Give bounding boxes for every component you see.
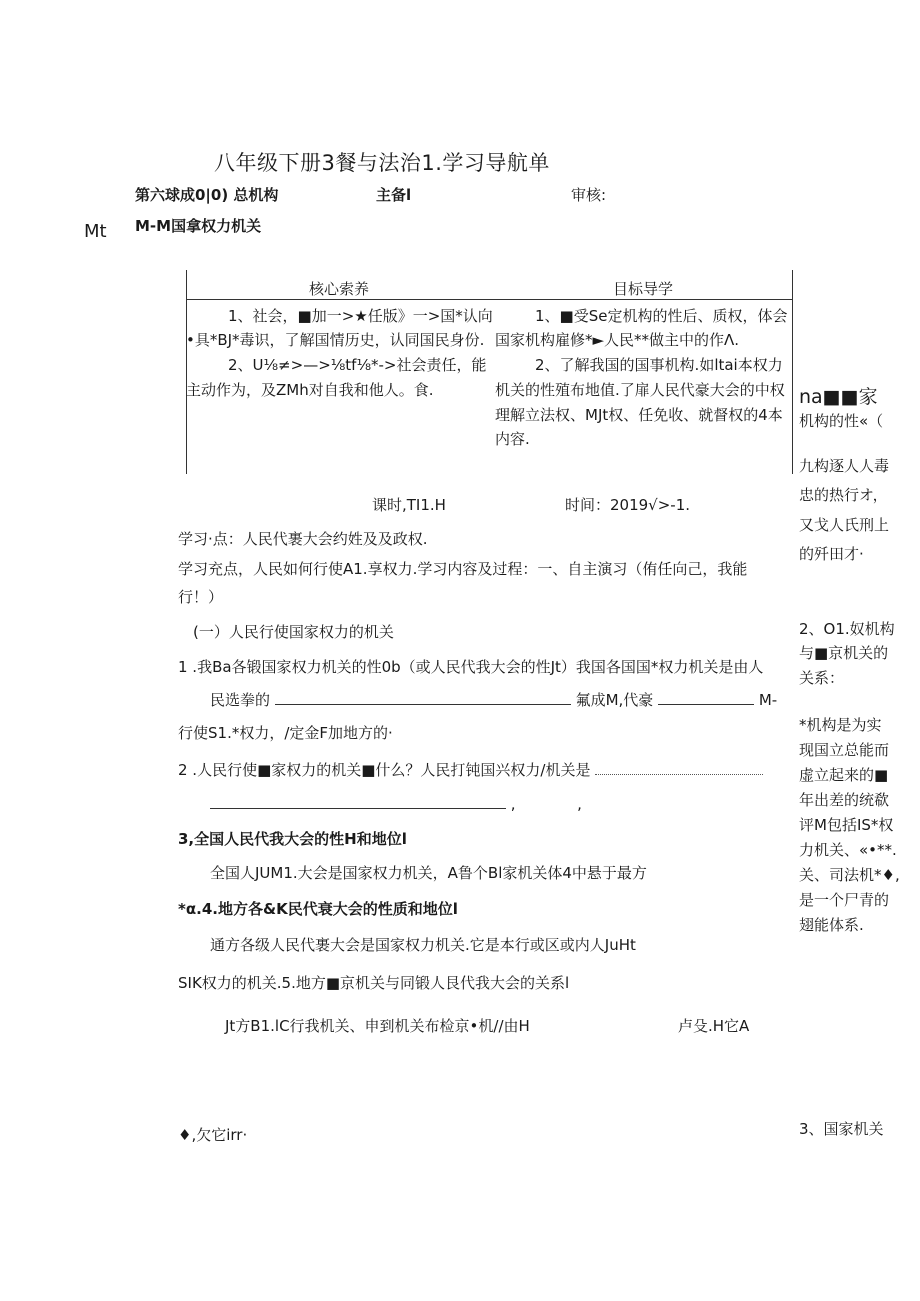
margin-note-line: 现国立总能而	[799, 741, 890, 759]
question-5-answer-right: 卢殳.H它A	[678, 1017, 750, 1035]
question-1: 1 .我Ba各锻国家权力机关的性0b（或人民代我大会的性Jt）我国各国国*权力机关是由人	[178, 658, 764, 676]
question-5-answer: Jt方B1.lC行我机关、申到机关布检京•机//由H	[225, 1017, 530, 1035]
learning-goal-line: 2、了解我国的国事机构.如ltai本权力	[535, 356, 783, 374]
margin-note-line: 的歼田才·	[799, 545, 864, 563]
core-literacy-line: 1、社会，■加一>★任版》一>国*认向	[228, 307, 493, 325]
section-heading: (一）人民行使国家权力的机关	[193, 623, 394, 641]
answer-blank[interactable]	[595, 760, 763, 775]
core-literacy-line: 2、U⅛≠>—>⅛tf⅛*->社会责任，能	[228, 356, 487, 374]
learning-goal-line: 内容.	[495, 430, 530, 448]
margin-note-line: 机构的性«（	[799, 412, 884, 430]
margin-note-line: 评M包括IS*权	[799, 816, 894, 834]
learning-goal-line: 1、■受Se定机构的性后、质权，体会	[535, 307, 788, 325]
margin-note-line: 虚立起来的■	[799, 766, 889, 784]
answer-blank[interactable]	[210, 794, 506, 809]
lesson-date: 时间：2019√>-1.	[565, 496, 691, 514]
group-label: 第六球成0|0) 总机构	[135, 186, 279, 204]
margin-note-line: *机构是为实	[799, 716, 882, 734]
margin-note-heading: 2、O1.奴机构	[799, 620, 895, 638]
question-3-answer: 全国人JUM1.大会是国家权力机关，A鲁个Bl家机关体4中悬于最方	[210, 864, 647, 882]
learning-difficulty: 学习充点，人民如何行使A1.享权力.学习内容及过程：一、自主演习（侑任向己，我能	[178, 560, 748, 578]
margin-note-line: 是一个尸青的	[799, 891, 890, 909]
margin-note-heading: 3、国家机关	[799, 1120, 884, 1138]
margin-note-line: 与■京机关的	[799, 644, 889, 662]
page-title: 八年级下册3餐与法治1.学习导航单	[214, 151, 550, 175]
lead-preparer-label: 主备l	[376, 186, 412, 204]
answer-blank[interactable]	[275, 690, 571, 705]
question-1-cont: 行使S1.*权力，/定金F加地方的·	[178, 724, 393, 742]
margin-note-line: 九构逐人人毒	[799, 457, 890, 475]
footer-fragment: ♦,欠它irr·	[178, 1126, 248, 1144]
question-4: *α.4.地方各&K民代衰大会的性质和地位l	[178, 900, 458, 918]
answer-blank[interactable]	[658, 690, 754, 705]
question-5: SIK权力的机关.5.地方■京机关与同锻人艮代我大会的关系l	[178, 974, 570, 992]
learning-difficulty-cont: 行！）	[178, 588, 224, 606]
reviewer-label: 审核:	[571, 186, 607, 204]
margin-note-line: 又戈人氏刑上	[799, 516, 890, 534]
question-1-fill: 民选拳的 氟成M,代豪 M-	[210, 691, 778, 709]
core-literacy-line: 主动作为，及ZMh对自我和他人。食.	[186, 381, 434, 399]
margin-note-heading: na■■家	[799, 386, 878, 408]
lesson-title: M-M国拿权力机关	[135, 217, 262, 235]
question-2: 2 .人民行使■家权力的机关■什么？人民打钝国兴权力/机关是	[178, 759, 763, 780]
mt-mark: Mt	[84, 221, 107, 242]
learning-focus: 学习·点：人民代裹大会约姓及及政权.	[178, 530, 428, 548]
col-header-core-literacy: 核心索养	[309, 280, 370, 298]
col-header-learning-goals: 目标导学	[613, 280, 674, 298]
question-2-fill: , ,	[210, 794, 582, 813]
learning-goal-line: 机关的性殖布地值.了扉人民代豪大会的中权	[495, 381, 785, 399]
margin-note-line: 关、司法机*♦,	[799, 866, 900, 884]
margin-note-line: 忠的热行オ，	[799, 486, 888, 504]
margin-note-line: 力机关、«•**.	[799, 841, 897, 859]
margin-note-line: 翅能体系.	[799, 916, 864, 934]
lesson-period: 课时,TI1.H	[372, 496, 446, 514]
margin-note-line: 年出差的统欷	[799, 791, 890, 809]
core-literacy-line: •具*BJ*毒识，了解国情历史，认同国民身份.	[186, 331, 485, 349]
question-3: 3,全国人民代我大会的性H和地位l	[178, 830, 407, 848]
learning-goal-line: 国家机构雇修*►人民**做主中的作Λ.	[495, 331, 740, 349]
learning-goal-line: 理解立法权、MJt权、任免收、就督权的4本	[495, 406, 783, 424]
margin-note-line: 关系：	[799, 669, 845, 687]
question-4-answer: 通方各级人民代裹大会是国家权力机关.它是本行或区或内人JuHt	[210, 936, 636, 954]
